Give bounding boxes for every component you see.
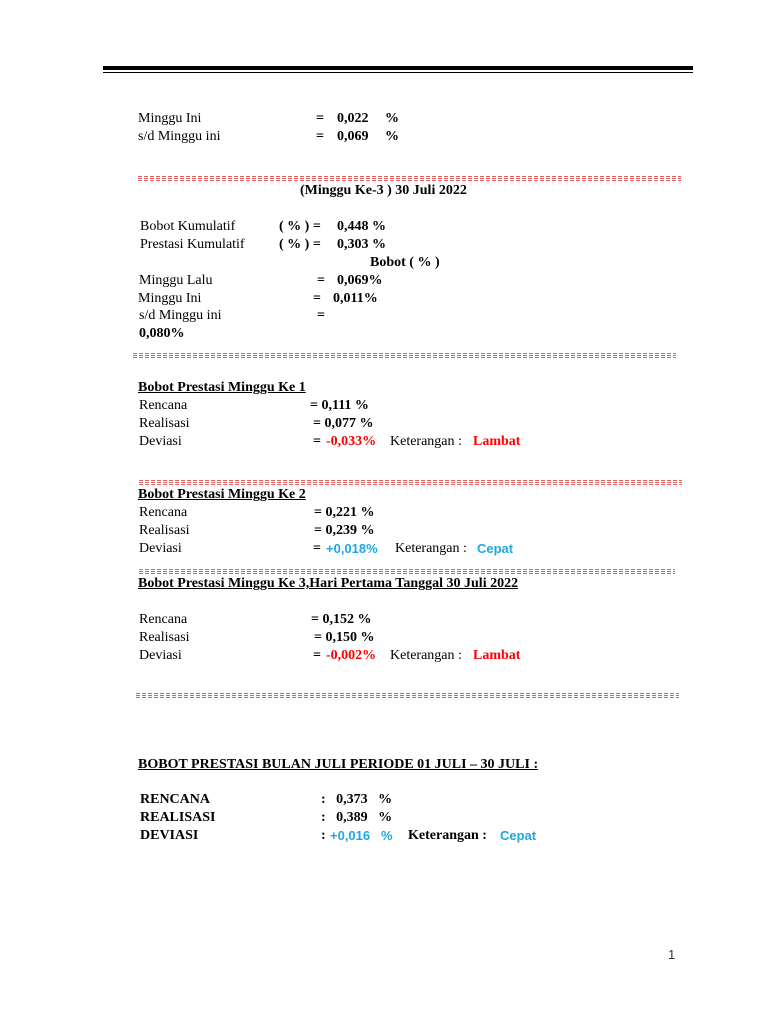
minggu-ini-label: Minggu Ini	[138, 111, 202, 126]
week3-keterangan-label: Keterangan :	[390, 648, 462, 663]
week3-deviasi-label: Deviasi	[139, 648, 182, 663]
minggu-lalu-eq: =	[317, 273, 325, 288]
week1-title: Bobot Prestasi Minggu Ke 1	[138, 380, 306, 395]
week3-title: Bobot Prestasi Minggu Ke 3,Hari Pertama Tanggal 30 Juli 2022	[138, 576, 519, 591]
week3-heading: (Minggu Ke-3 ) 30 Juli 2022	[300, 183, 467, 198]
week1-deviasi-value: -0,033%	[326, 434, 377, 449]
week2-deviasi-label: Deviasi	[139, 541, 182, 556]
sd-minggu-ini-value-2: 0,080%	[139, 326, 185, 341]
week1-realisasi-label: Realisasi	[139, 416, 190, 431]
week1-rencana-value: = 0,111 %	[310, 398, 369, 413]
minggu-ini-label-2: Minggu Ini	[138, 291, 202, 306]
sd-minggu-ini-unit: %	[385, 129, 399, 144]
monthly-deviasi-label: DEVIASI	[140, 828, 199, 843]
monthly-realisasi-label: REALISASI	[140, 810, 216, 825]
monthly-rencana-value: : 0,373 %	[321, 792, 393, 807]
sd-minggu-ini-value: 0,069	[337, 129, 369, 144]
week3-rencana-value: = 0,152 %	[311, 612, 372, 627]
sd-minggu-ini-eq: =	[316, 129, 324, 144]
bobot-header: Bobot ( % )	[370, 255, 440, 270]
week3-keterangan-status: Lambat	[473, 648, 521, 663]
prestasi-kumulatif-label: Prestasi Kumulatif	[140, 237, 245, 252]
bobot-kumulatif-value: 0,448 %	[337, 219, 386, 234]
minggu-ini-eq-2: =	[313, 291, 321, 306]
minggu-ini-value-2: 0,011%	[333, 291, 378, 306]
week3-realisasi-label: Realisasi	[139, 630, 190, 645]
monthly-deviasi-value: +0,016 %	[330, 828, 393, 843]
week1-deviasi-eq: =	[313, 434, 321, 449]
week1-realisasi-value: = 0,077 %	[313, 416, 374, 431]
minggu-ini-value: 0,022	[337, 111, 369, 126]
sd-minggu-ini-label: s/d Minggu ini	[138, 129, 221, 144]
bobot-kumulatif-label: Bobot Kumulatif	[140, 219, 236, 234]
week2-deviasi-value: +0,018%	[326, 541, 378, 556]
week3-deviasi-eq: =	[313, 648, 321, 663]
week2-rencana-label: Rencana	[139, 505, 188, 520]
week1-deviasi-label: Deviasi	[139, 434, 182, 449]
week2-realisasi-value: = 0,239 %	[314, 523, 375, 538]
minggu-ini-eq: =	[316, 111, 324, 126]
week2-rencana-value: = 0,221 %	[314, 505, 375, 520]
sd-minggu-ini-label-2: s/d Minggu ini	[139, 308, 222, 323]
week2-title: Bobot Prestasi Minggu Ke 2	[138, 487, 306, 502]
week3-rencana-label: Rencana	[139, 612, 188, 627]
minggu-lalu-value: 0,069%	[337, 273, 383, 288]
monthly-keterangan-label: Keterangan :	[408, 828, 487, 843]
week2-deviasi-eq: =	[313, 541, 321, 556]
minggu-ini-unit: %	[385, 111, 399, 126]
week3-deviasi-value: -0,002%	[326, 648, 377, 663]
header-rule-thick	[103, 66, 693, 70]
bobot-kumulatif-mid: ( % ) =	[279, 219, 321, 234]
monthly-deviasi-colon: :	[321, 828, 326, 843]
monthly-rencana-label: RENCANA	[140, 792, 210, 807]
week1-keterangan-status: Lambat	[473, 434, 521, 449]
week1-rencana-label: Rencana	[139, 398, 188, 413]
prestasi-kumulatif-mid: ( % ) =	[279, 237, 321, 252]
separator	[133, 353, 676, 359]
week2-realisasi-label: Realisasi	[139, 523, 190, 538]
prestasi-kumulatif-value: 0,303 %	[337, 237, 386, 252]
week3-realisasi-value: = 0,150 %	[314, 630, 375, 645]
week1-keterangan-label: Keterangan :	[390, 434, 462, 449]
separator	[136, 693, 679, 699]
sd-minggu-ini-eq-2: =	[317, 308, 325, 323]
minggu-lalu-label: Minggu Lalu	[139, 273, 213, 288]
page-number: 1	[668, 947, 676, 962]
week2-keterangan-label: Keterangan :	[395, 541, 467, 556]
monthly-keterangan-status: Cepat	[500, 828, 537, 843]
header-rule-thin	[103, 72, 693, 73]
monthly-realisasi-value: : 0,389 %	[321, 810, 393, 825]
week2-keterangan-status: Cepat	[477, 541, 514, 556]
monthly-title: BOBOT PRESTASI BULAN JULI PERIODE 01 JULI – 30 JULI :	[138, 757, 539, 772]
